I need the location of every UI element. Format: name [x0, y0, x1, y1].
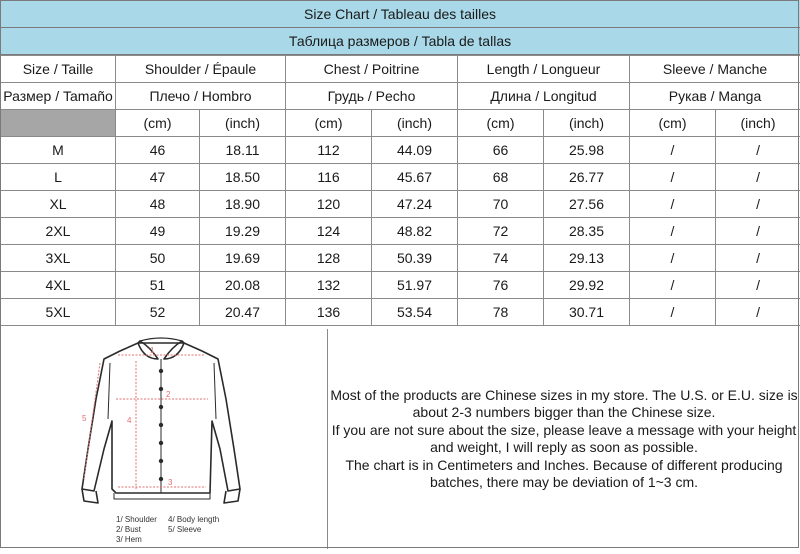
measurement-cell: 128 — [286, 245, 372, 272]
measurement-cell: 29.92 — [544, 272, 630, 299]
legend-bust: 2/ Bust — [116, 525, 141, 534]
measurement-cell: 19.29 — [200, 218, 286, 245]
measurement-cell: / — [716, 245, 800, 272]
measurement-cell: / — [630, 299, 716, 326]
measurement-cell: 124 — [286, 218, 372, 245]
sleeve-header-alt: Рукав / Manga — [630, 83, 800, 110]
measurement-cell: 18.90 — [200, 191, 286, 218]
measurement-cell: 51 — [116, 272, 200, 299]
measurement-cell: 66 — [458, 137, 544, 164]
measurement-cell: / — [716, 191, 800, 218]
size-cell: L — [1, 164, 116, 191]
measurement-cell: 116 — [286, 164, 372, 191]
measurement-cell: 68 — [458, 164, 544, 191]
measurement-cell: 46 — [116, 137, 200, 164]
measurement-cell: 30.71 — [544, 299, 630, 326]
measurement-cell: 72 — [458, 218, 544, 245]
size-cell: 3XL — [1, 245, 116, 272]
legend-sleeve: 5/ Sleeve — [168, 525, 201, 534]
size-chart-title: Size Chart / Tableau des tailles — [0, 0, 800, 28]
unit-cell: (cm) — [286, 110, 372, 137]
length-header: Length / Longueur — [458, 56, 630, 83]
measurement-cell: 18.50 — [200, 164, 286, 191]
measurement-cell: 47.24 — [372, 191, 458, 218]
measurement-cell: 70 — [458, 191, 544, 218]
measurement-cell: / — [630, 164, 716, 191]
unit-cell: (cm) — [630, 110, 716, 137]
measurement-cell: 136 — [286, 299, 372, 326]
legend-hem: 3/ Hem — [116, 535, 142, 544]
unit-cell: (inch) — [200, 110, 286, 137]
measurement-cell: / — [716, 299, 800, 326]
diagram-number: 4 — [127, 416, 132, 425]
size-cell: 4XL — [1, 272, 116, 299]
unit-cell: (inch) — [372, 110, 458, 137]
measurement-cell: 78 — [458, 299, 544, 326]
measurement-cell: 27.56 — [544, 191, 630, 218]
measurement-cell: / — [716, 218, 800, 245]
measurement-cell: 132 — [286, 272, 372, 299]
unit-cell: (inch) — [544, 110, 630, 137]
diagram-number: 5 — [82, 414, 87, 423]
measurement-cell: / — [630, 245, 716, 272]
measurement-cell: 120 — [286, 191, 372, 218]
measurement-cell: / — [630, 272, 716, 299]
measurement-cell: 26.77 — [544, 164, 630, 191]
measurement-cell: 25.98 — [544, 137, 630, 164]
measurement-cell: 112 — [286, 137, 372, 164]
measurement-cell: / — [630, 191, 716, 218]
legend-body-length: 4/ Body length — [168, 515, 219, 524]
measurement-cell: / — [630, 137, 716, 164]
measurement-cell: 50.39 — [372, 245, 458, 272]
size-cell: XL — [1, 191, 116, 218]
note-line: The chart is in Centimeters and Inches. Because of different producing — [345, 457, 782, 475]
measurement-cell: 48.82 — [372, 218, 458, 245]
size-cell: 2XL — [1, 218, 116, 245]
chest-header: Chest / Poitrine — [286, 56, 458, 83]
measurement-cell: / — [716, 137, 800, 164]
note-line: and weight, I will reply as soon as possible. — [430, 439, 698, 457]
measurement-cell: 51.97 — [372, 272, 458, 299]
note-line: batches, there may be deviation of 1~3 cm. — [430, 474, 698, 492]
size-cell: M — [1, 137, 116, 164]
measurement-cell: 28.35 — [544, 218, 630, 245]
diagram-number: 3 — [168, 478, 173, 487]
measurement-cell: 50 — [116, 245, 200, 272]
measurement-cell: 48 — [116, 191, 200, 218]
size-column-header-alt: Размер / Tamaño — [1, 83, 116, 110]
size-cell: 5XL — [1, 299, 116, 326]
measurement-cell: 44.09 — [372, 137, 458, 164]
shoulder-header-alt: Плечо / Hombro — [116, 83, 286, 110]
shoulder-header: Shoulder / Épaule — [116, 56, 286, 83]
note-line: about 2-3 numbers bigger than the Chinese size. — [413, 404, 716, 422]
measurement-cell: 45.67 — [372, 164, 458, 191]
size-chart-subtitle: Таблица размеров / Tabla de tallas — [0, 28, 800, 55]
measurement-cell: 19.69 — [200, 245, 286, 272]
measurement-cell: 76 — [458, 272, 544, 299]
measurement-cell: / — [630, 218, 716, 245]
measurement-cell: 18.11 — [200, 137, 286, 164]
sleeve-header: Sleeve / Manche — [630, 56, 800, 83]
measurement-cell: 20.47 — [200, 299, 286, 326]
chest-header-alt: Грудь / Pecho — [286, 83, 458, 110]
note-line: Most of the products are Chinese sizes in my store. The U.S. or E.U. size is — [330, 387, 797, 405]
unit-cell: (cm) — [458, 110, 544, 137]
measurement-cell: 47 — [116, 164, 200, 191]
measurement-cell: 49 — [116, 218, 200, 245]
measurement-cell: 20.08 — [200, 272, 286, 299]
diagram-number: 1 — [150, 346, 155, 355]
measurement-cell: 74 — [458, 245, 544, 272]
diagram-number: 2 — [166, 390, 171, 399]
unit-cell: (inch) — [716, 110, 800, 137]
note-line: If you are not sure about the size, please leave a message with your height — [332, 422, 797, 440]
size-column-header: Size / Taille — [1, 56, 116, 83]
length-header-alt: Длина / Longitud — [458, 83, 630, 110]
legend-shoulder: 1/ Shoulder — [116, 515, 157, 524]
measurement-cell: 52 — [116, 299, 200, 326]
measurement-cell: 29.13 — [544, 245, 630, 272]
unit-cell: (cm) — [116, 110, 200, 137]
measurement-cell: / — [716, 272, 800, 299]
measurement-cell: / — [716, 164, 800, 191]
measurement-cell: 53.54 — [372, 299, 458, 326]
